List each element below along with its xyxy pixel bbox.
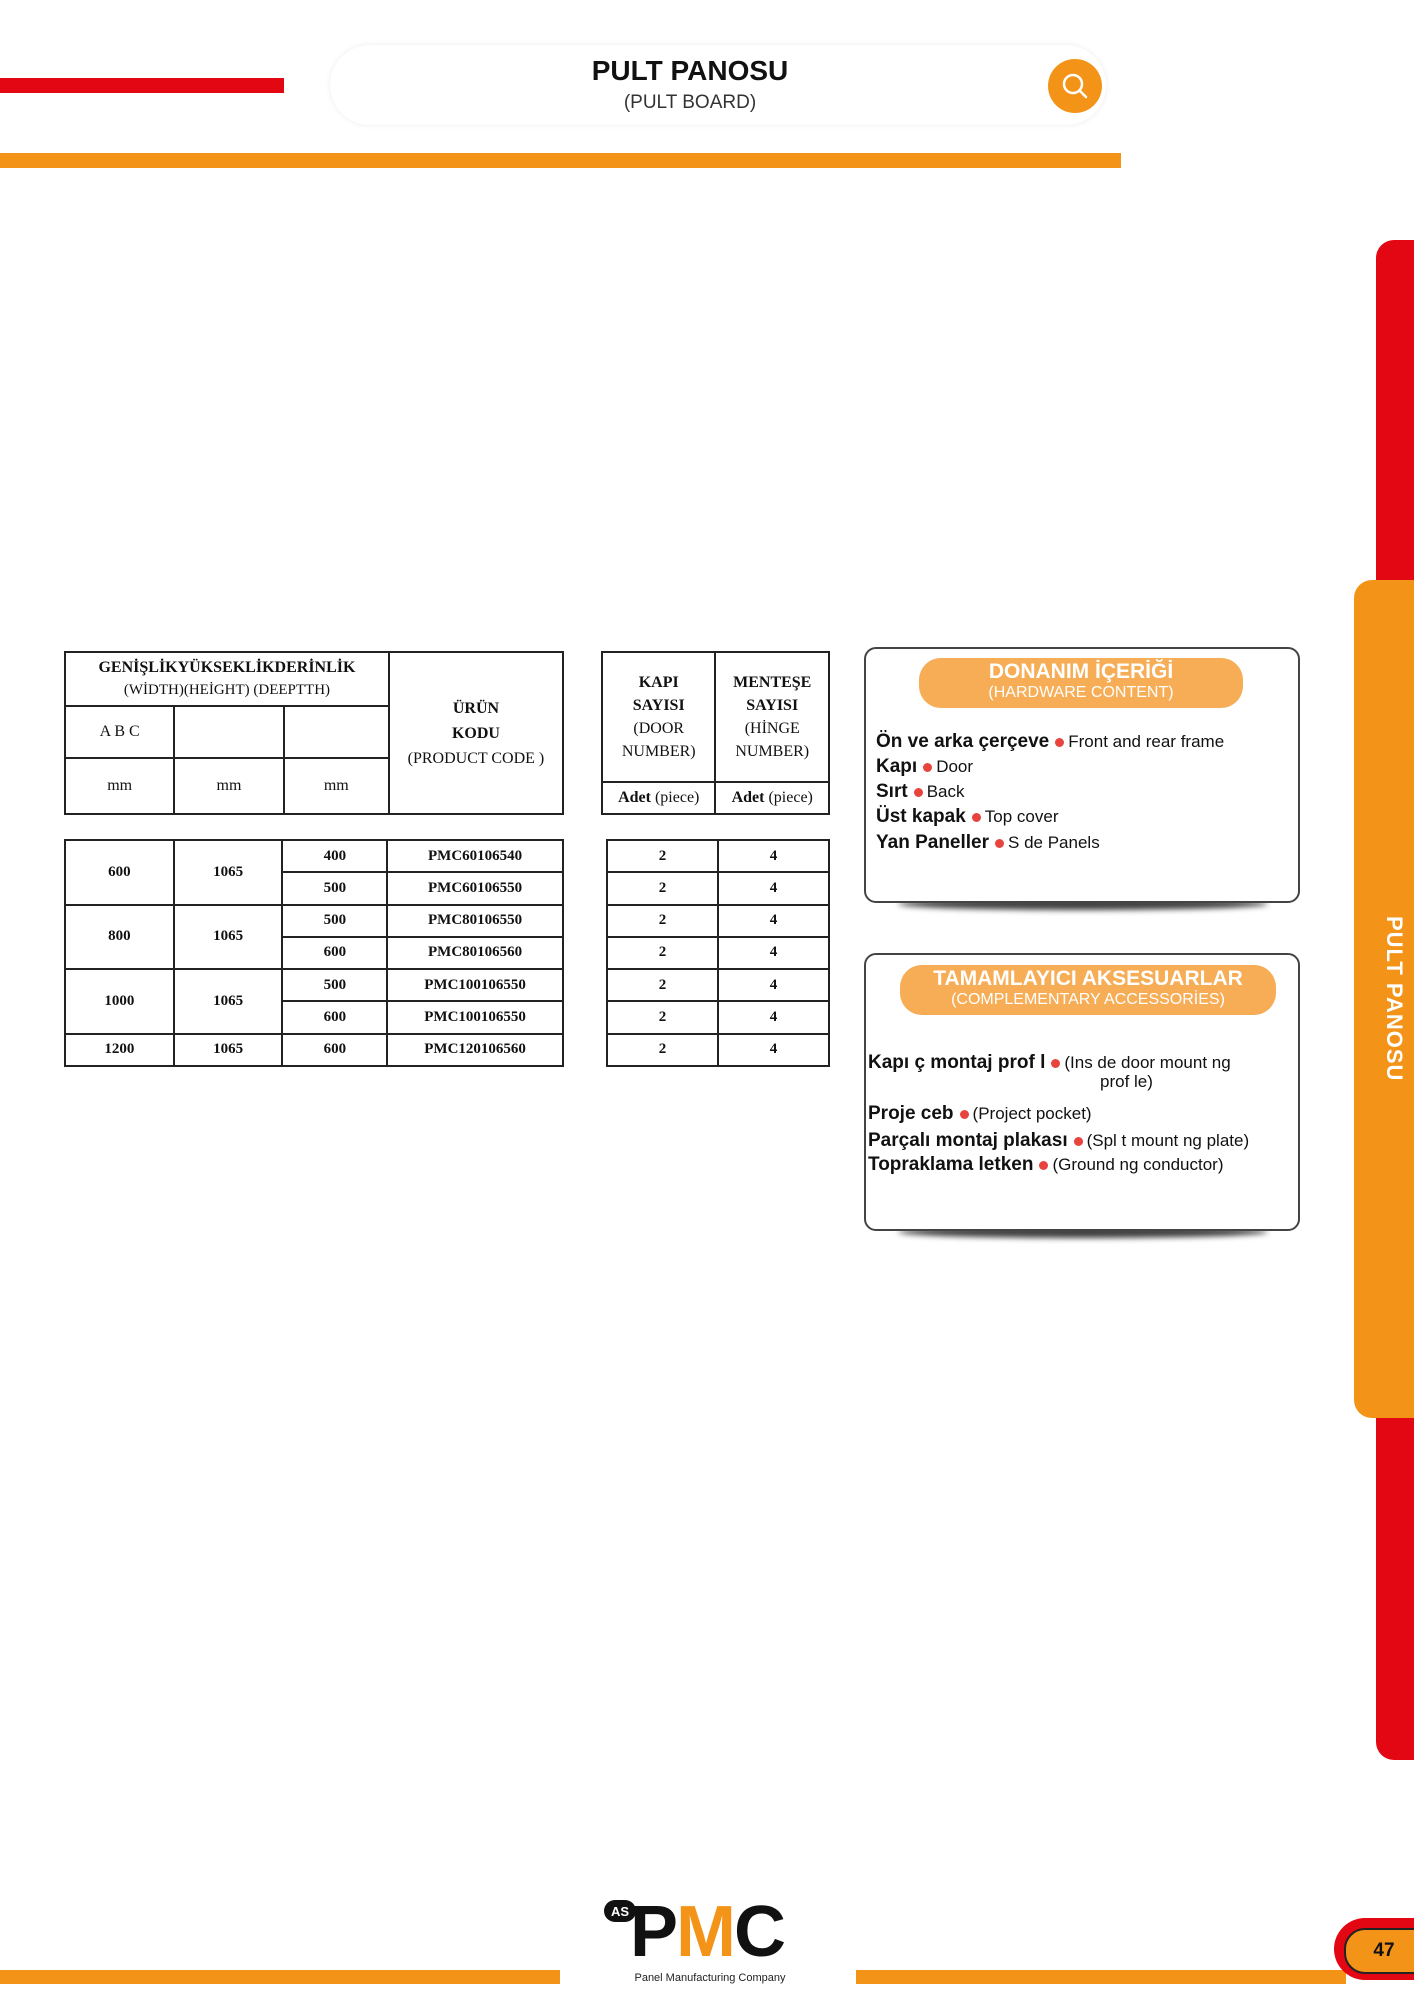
list-item-continuation: prof le) bbox=[1100, 1072, 1153, 1091]
accessories-title-pill bbox=[900, 965, 1276, 1015]
company-name: Panel Manufacturing Company bbox=[634, 1972, 786, 1984]
bullet-dot-icon bbox=[1055, 738, 1064, 747]
table-row: 2 4 bbox=[607, 840, 829, 872]
piece-label: Adet (piece) bbox=[715, 782, 829, 814]
unit-label: mm bbox=[174, 758, 283, 814]
table-row: 1200 1065 600 PMC120106560 bbox=[65, 1034, 563, 1066]
table-row: 2 4 bbox=[607, 872, 829, 904]
list-item: Üst kapak Top cover bbox=[876, 806, 1059, 827]
header-red-line bbox=[0, 78, 284, 93]
list-item: Yan Paneller S de Panels bbox=[876, 832, 1100, 853]
table-row: 2 4 bbox=[607, 1001, 829, 1033]
bullet-dot-icon bbox=[972, 813, 981, 822]
door-number-header: KAPI SAYISI (DOOR NUMBER) bbox=[602, 652, 715, 782]
bullet-dot-icon bbox=[923, 763, 932, 772]
table-row: 600 PMC80106560 bbox=[65, 937, 563, 969]
dimensions-data-table bbox=[64, 839, 564, 1067]
page-number: 47 bbox=[1373, 1940, 1395, 1961]
product-code-header: ÜRÜN KODU (PRODUCT CODE ) bbox=[389, 652, 563, 814]
list-item: Proje ceb (Project pocket) bbox=[868, 1103, 1092, 1124]
page-title: PULT PANOSU bbox=[591, 55, 789, 86]
list-item: Parçalı montaj plakası (Spl t mount ng plate) bbox=[868, 1130, 1250, 1151]
list-item: Kapı Door bbox=[876, 756, 974, 777]
bullet-dot-icon bbox=[1039, 1161, 1048, 1170]
logo-text: PMC bbox=[630, 1892, 785, 1972]
bullet-dot-icon bbox=[995, 839, 1004, 848]
list-item: Kapı ç montaj prof l (Ins de door mount ng bbox=[868, 1052, 1231, 1073]
bullet-dot-icon bbox=[1051, 1059, 1060, 1068]
table-row: 500 PMC60106550 bbox=[65, 872, 563, 904]
company-logo bbox=[600, 1892, 820, 1990]
unit-label: mm bbox=[65, 758, 174, 814]
list-item: Topraklama letken (Ground ng conductor) bbox=[868, 1154, 1224, 1175]
bullet-dot-icon bbox=[960, 1110, 969, 1119]
hardware-subtitle: (HARDWARE CONTENT) bbox=[988, 684, 1174, 701]
footer-orange-line-left bbox=[0, 1970, 560, 1984]
table-row: 800 1065 500 PMC80106550 bbox=[65, 905, 563, 937]
abc-letters: A B C bbox=[65, 706, 174, 758]
bullet-dot-icon bbox=[914, 788, 923, 797]
search-icon bbox=[1048, 59, 1102, 113]
footer-orange-line-right bbox=[856, 1970, 1346, 1984]
hinge-number-header: MENTEŞE SAYISI (HİNGE NUMBER) bbox=[715, 652, 829, 782]
bullet-dot-icon bbox=[1074, 1137, 1083, 1146]
header-orange-line bbox=[0, 153, 1121, 168]
hardware-title: DONANIM İÇERİĞİ bbox=[988, 660, 1174, 683]
dimension-headers: GENİŞLİKYÜKSEKLİKDERİNLİK (WİDTH)(HEİGHT) (DEEPTTH) bbox=[65, 652, 389, 706]
table-row: 600 1065 400 PMC60106540 bbox=[65, 840, 563, 872]
door-hinge-data-table bbox=[606, 839, 830, 1067]
page-subtitle: (PULT BOARD) bbox=[623, 92, 757, 113]
accessories-subtitle: (COMPLEMENTARY ACCESSORİES) bbox=[951, 991, 1225, 1008]
blank-cell bbox=[174, 706, 283, 758]
unit-label: mm bbox=[284, 758, 389, 814]
blank-cell bbox=[284, 706, 389, 758]
side-tab-label: PULT PANOSU bbox=[1382, 916, 1407, 1082]
dimensions-header-table bbox=[64, 651, 564, 815]
accessories-title: TAMAMLAYICI AKSESUARLAR bbox=[933, 967, 1243, 990]
search-button[interactable] bbox=[1048, 59, 1102, 113]
hardware-title-pill bbox=[919, 658, 1243, 708]
logo-badge: AS bbox=[604, 1900, 636, 1922]
table-row: 600 PMC100106550 bbox=[65, 1001, 563, 1033]
list-item: Ön ve arka çerçeve Front and rear frame bbox=[876, 731, 1225, 752]
list-item: Sırt Back bbox=[876, 781, 965, 802]
table-row: 2 4 bbox=[607, 969, 829, 1001]
table-row: 2 4 bbox=[607, 937, 829, 969]
table-row: 2 4 bbox=[607, 1034, 829, 1066]
table-row: 2 4 bbox=[607, 905, 829, 937]
piece-label: Adet (piece) bbox=[602, 782, 715, 814]
table-row: 1000 1065 500 PMC100106550 bbox=[65, 969, 563, 1001]
door-hinge-header-table bbox=[601, 651, 830, 815]
